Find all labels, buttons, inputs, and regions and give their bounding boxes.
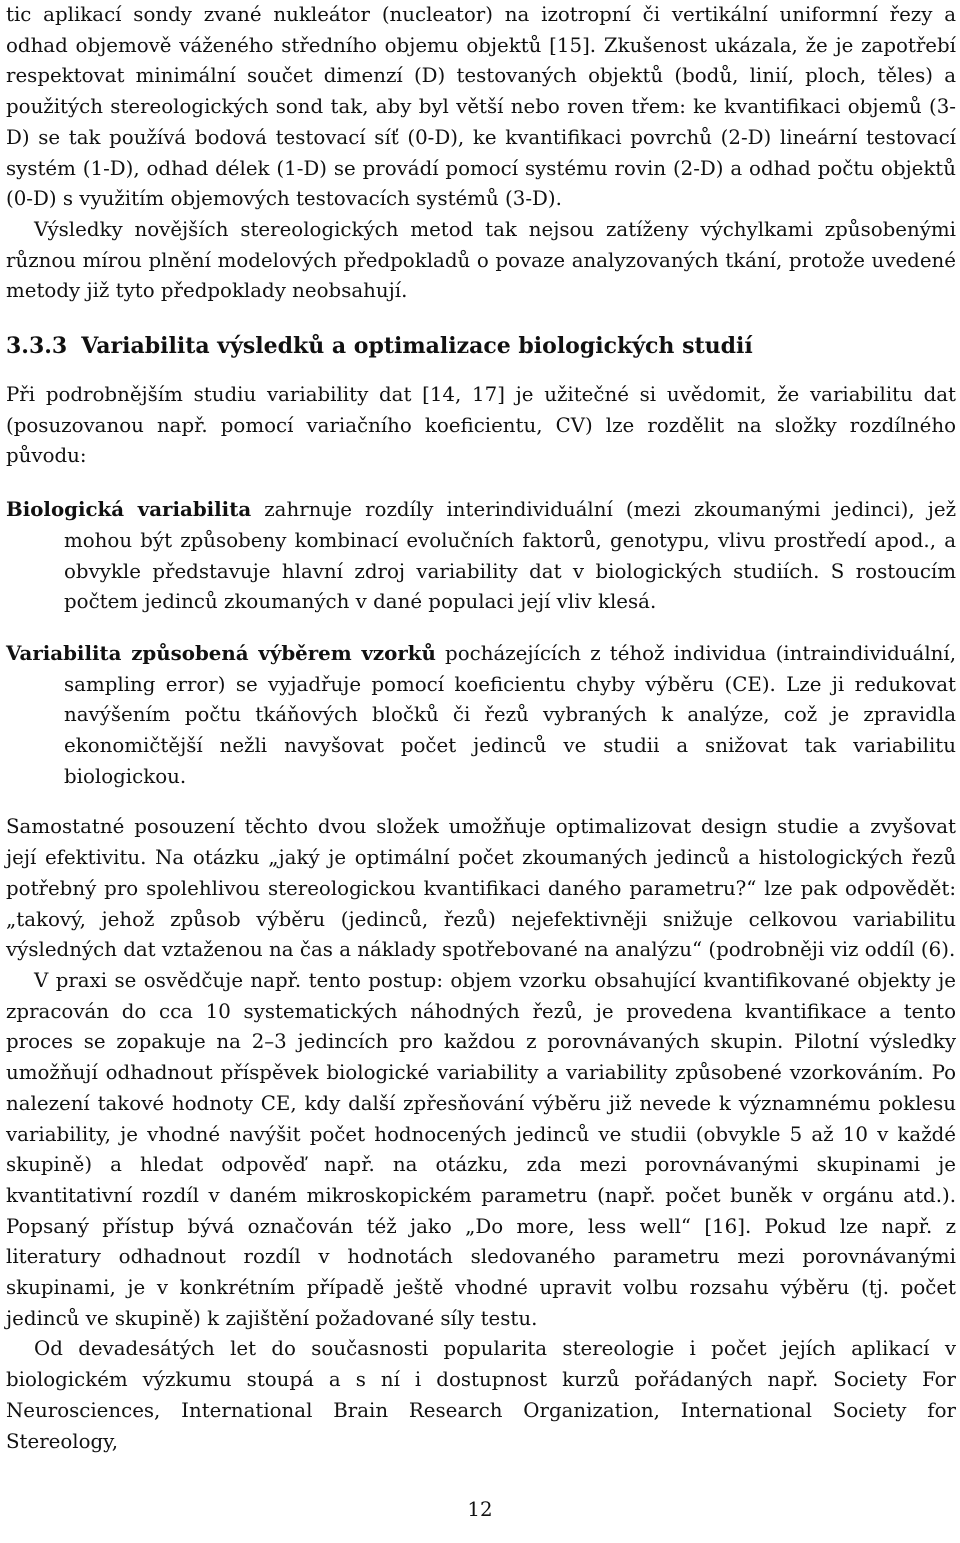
paragraph-results: Výsledky novějších stereologických metod tak nejsou zatíženy výchylkami způsobenými různou mírou plnění modelových předpokladů o povaze analyzovaných tkání, protože uvedené metody již tyto předpoklady neobsahují. (6, 217, 956, 303)
description-term: Variabilita způsobená výběrem vzorků (6, 640, 436, 665)
description-item-biological (6, 494, 956, 618)
description-item-sampling (6, 638, 956, 793)
description-text: pocházejících z téhož individua (intraindividuální, sampling error) se vyjadřuje pomocí koeficientu chyby výběru (CE). Lze ji redukovat navýšením počtu tkáňových bločků či řezů vybraných k analýze, což je zpravidla ekonomičtější nežli navyšovat počet jedinců ve studii a snižovat tak variabilitu biologickou. (64, 641, 956, 788)
description-text: zahrnuje rozdíly interindividuální (mezi zkoumanými jedinci), jež mohou být způsobeny kombinací evolučních faktorů, genotypu, vlivu prostředí apod., a obvykle představuje hlavní zdroj variability dat v biologických studiích. S rostoucím počtem jedinců zkoumaných v dané populaci její vliv klesá. (64, 498, 956, 614)
paragraph-continued: tic aplikací sondy zvané nukleátor (nucleator) na izotropní či vertikální uniformní řezy a odhad objemově váženého středního objemu objektů [15]. Zkušenost ukázala, že je zapotřebí respektovat minimální součet dimenzí (D) testovaných objektů (bodů, linií, ploch, těles) a použitých stereologických sond tak, aby byl větší nebo roven třem: ke kvantifikaci objemů (3-D) se tak používá bodová testovací síť (0-D), ke kvantifikaci povrchů (2-D) lineární testovací systém (1-D), odhad délek (1-D) se provádí pomocí systému rovin (2-D) a odhad počtu objektů (0-D) s využitím objemových testovacích systémů (3-D). (6, 3, 956, 211)
paragraph-intro: Při podrobnějším studiu variability dat [14, 17] je užitečné si uvědomit, že variabilitu dat (posuzovanou např. pomocí variačního koeficientu, CV) lze rozdělit na složky rozdílného původu: (6, 383, 956, 468)
description-term: Biologická variabilita (6, 497, 252, 522)
page-content (6, 0, 956, 1457)
section-number: 3.3.3 (6, 333, 68, 360)
section-heading (6, 330, 956, 362)
page-number: 12 (467, 1498, 493, 1521)
section-title: Variabilita výsledků a optimalizace biologických studií (81, 333, 753, 360)
paragraph-practice: V praxi se osvědčuje např. tento postup: objem vzorku obsahující kvantifikované objekty je zpracován do cca 10 systematických náhodných řezů, je provedena kvantifikace a tento proces se zopakuje na 2–3 jedincích pro každou z porovnávaných skupin. Pilotní výsledky umožňují odhadnout příspěvek biologické variability a variability způsobené vzorkováním. Po nalezení takové hodnoty CE, kdy další zpřesňování výběru již nevede k významnému poklesu variability, je vhodné navýšit počet hodnocených jedinců ve studii (obvykle 5 až 10 v každé skupině) a hledat odpověď např. na otázku, zda mezi porovnávanými skupinami je kvantitativní rozdíl v daném mikroskopickém parametru (např. počet buněk v orgánu atd.). Popsaný přístup bývá označován též jako „Do more, less well“ [16]. Pokud lze např. z literatury odhadnout rozdíl v hodnotách sledovaného parametru mezi porovnávanými skupinami, je v konkrétním případě ještě vhodné upravit volbu rozsahu výběru (tj. počet jedinců ve skupině) k zajištění požadované síly testu. (6, 968, 956, 1330)
paragraph-assessment: Samostatné posouzení těchto dvou složek umožňuje optimalizovat design studie a zvyšovat její efektivitu. Na otázku „jaký je optimální počet zkoumaných jedinců a histologických řezů potřebný pro spolehlivou stereologickou kvantifikaci daného parametru?“ lze pak odpovědět: „takový, jehož způsob výběru (jedinců, řezů) nejefektivněji snižuje celkovou variabilitu výsledných dat vztaženou na čas a náklady spotřebované na analýzu“ (podrobněji viz oddíl (6). (6, 815, 956, 962)
paragraph-popularity: Od devadesátých let do současnosti popularita stereologie i počet jejích aplikací v biologickém výzkumu stoupá a s ní i dostupnost kurzů pořádaných např. Society For Neurosciences, International Brain Research Organization, International Society for Stereology, (6, 1337, 956, 1453)
